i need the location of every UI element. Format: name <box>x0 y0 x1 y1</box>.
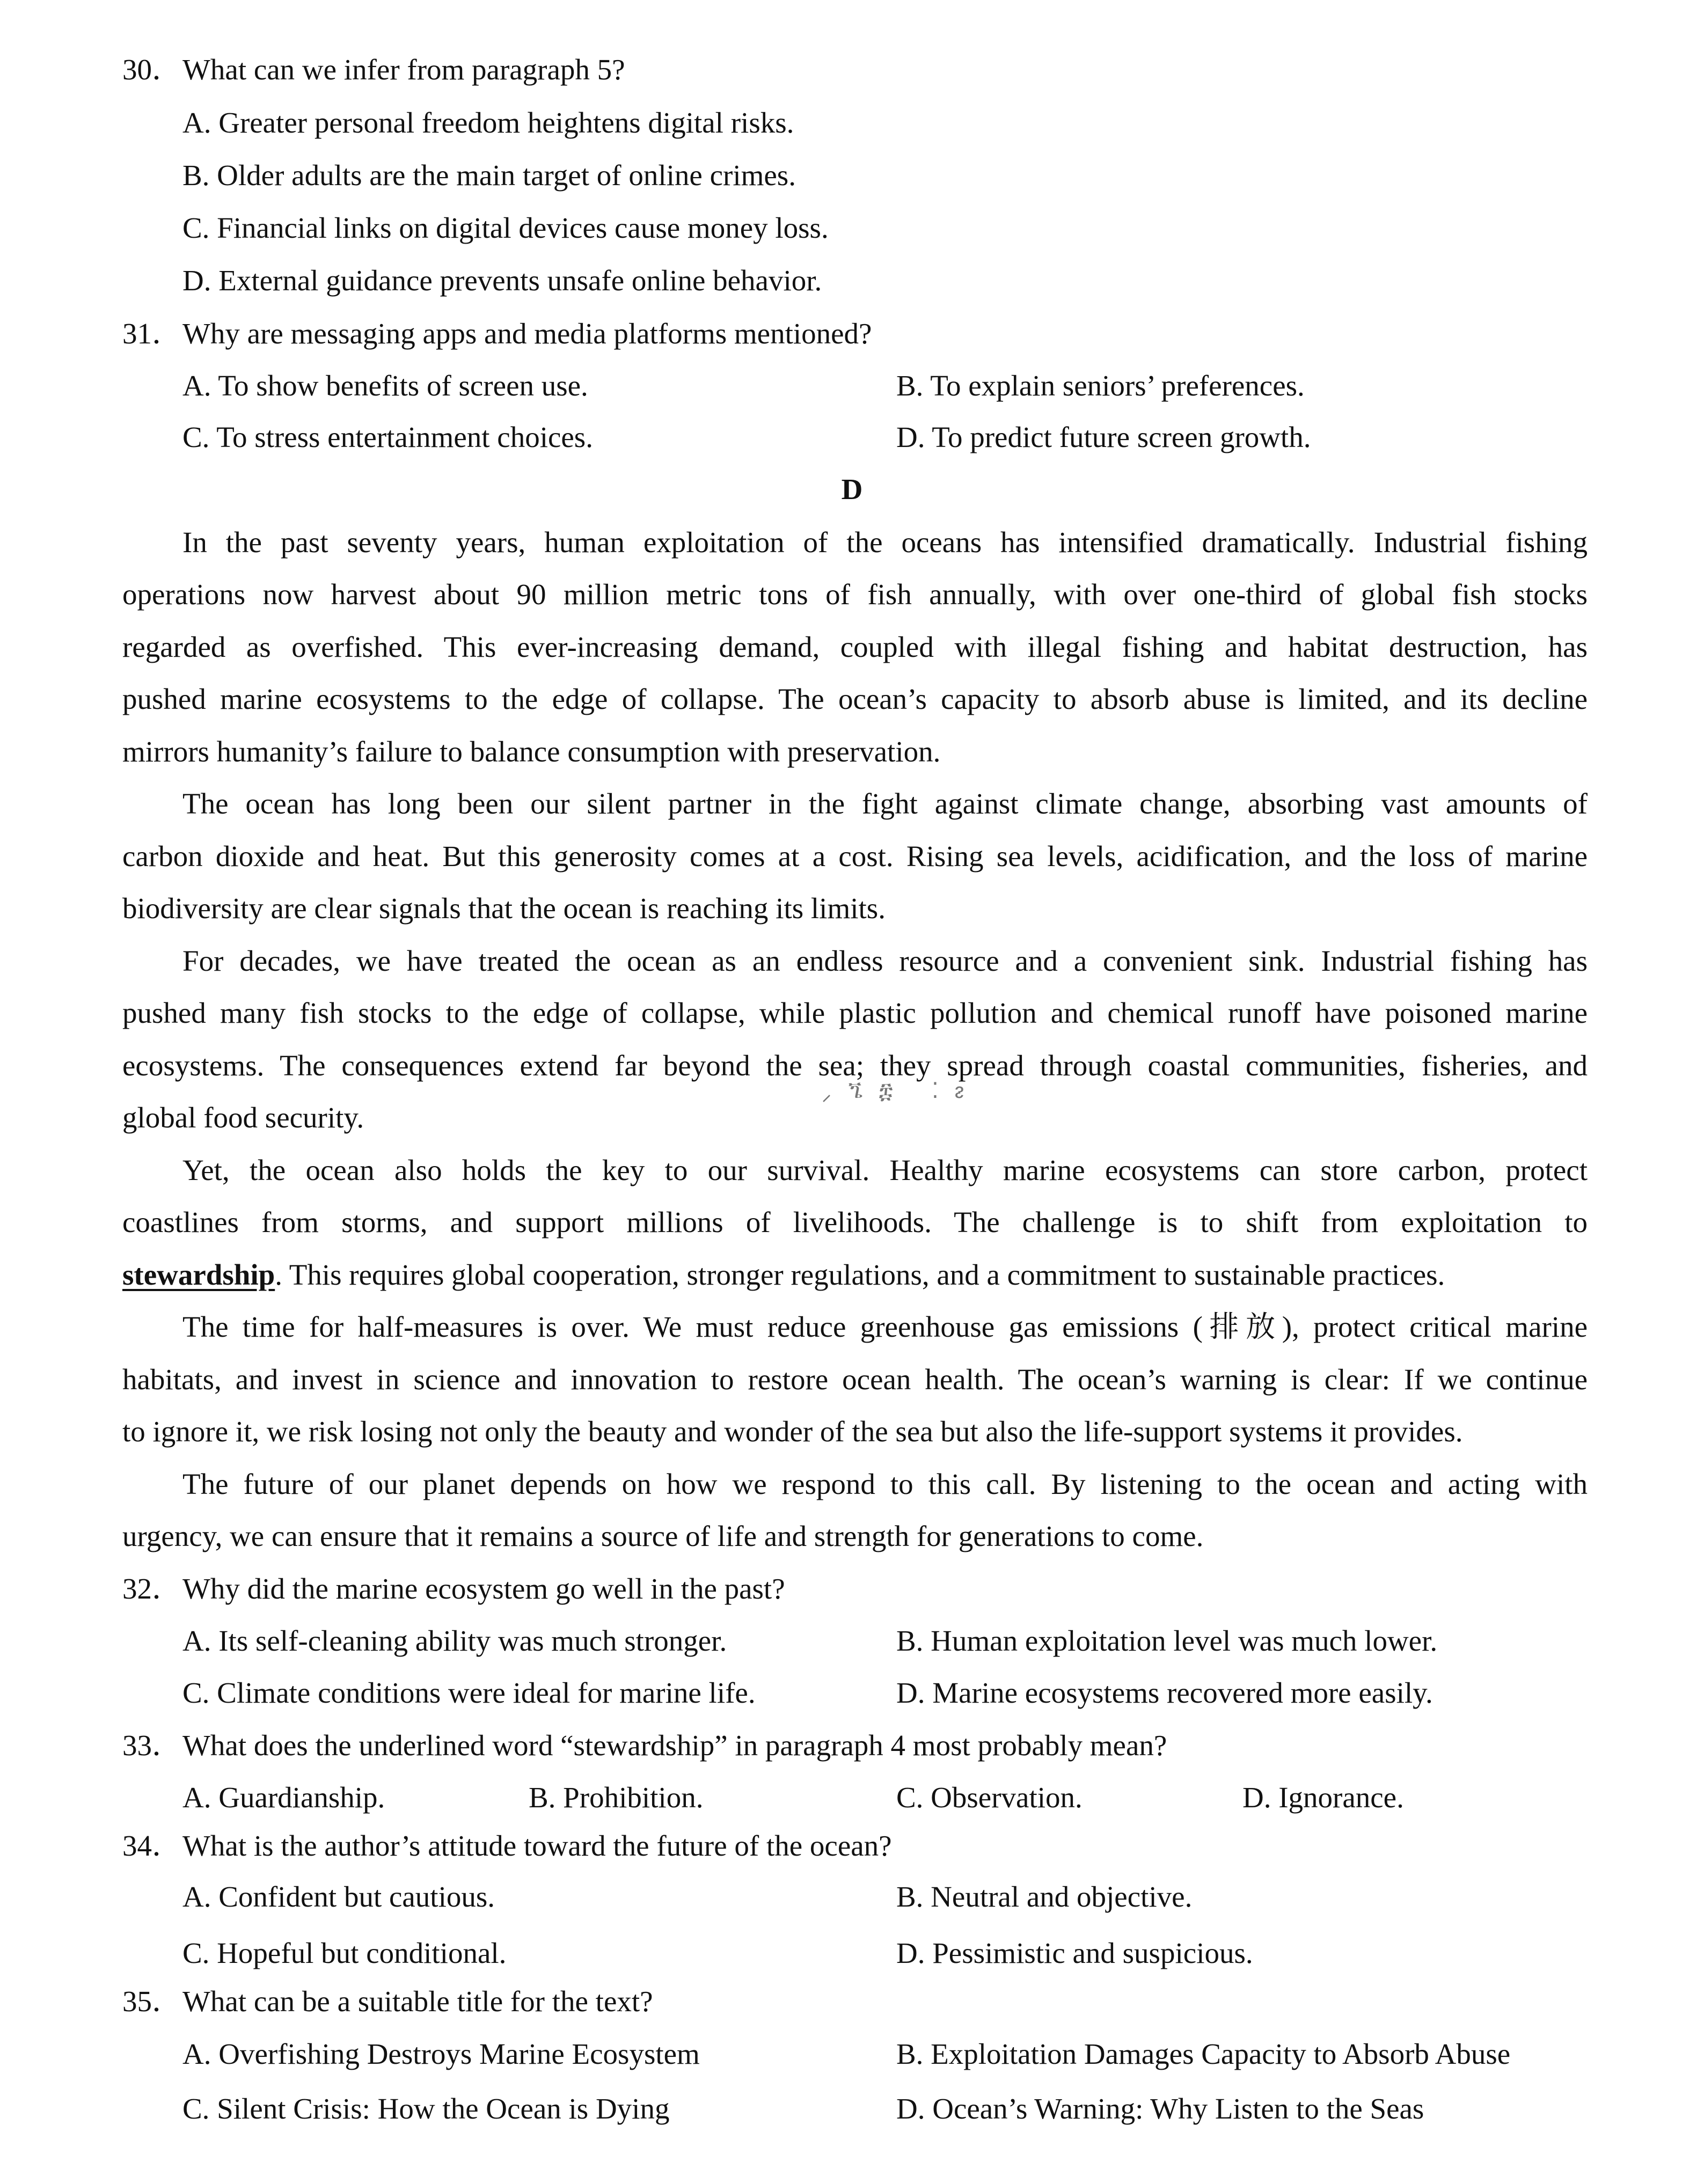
passage-line: carbon dioxide and heat. But this generosity comes at a cost. Rising sea levels, acidification, and the loss of marine <box>122 840 1588 873</box>
question-number: 35． <box>122 1985 182 2018</box>
passage-line-rest: . This requires global cooperation, stronger regulations, and a commitment to sustainable practices. <box>275 1258 1445 1291</box>
question-number: 32． <box>122 1572 182 1605</box>
passage-line: ecosystems. The consequences extend far beyond the sea; they spread through coastal communities, fisheries, and <box>122 1049 1588 1082</box>
question-text: Why are messaging apps and media platforms mentioned? <box>182 317 872 350</box>
passage-line: operations now harvest about 90 million metric tons of fish annually, with over one-third of global fish stocks <box>122 578 1588 611</box>
option-b[interactable]: B. Neutral and objective. <box>896 1880 1193 1913</box>
passage-line: pushed marine ecosystems to the edge of collapse. The ocean’s capacity to absorb abuse is limited, and its decline <box>122 683 1588 715</box>
option-c[interactable]: C. Climate conditions were ideal for marine life. <box>182 1676 756 1709</box>
question-text: What is the author’s attitude toward the future of the ocean? <box>182 1829 892 1862</box>
option-a[interactable]: A. Overfishing Destroys Marine Ecosystem <box>182 2038 700 2070</box>
option-c[interactable]: C. Silent Crisis: How the Ocean is Dying <box>182 2092 670 2125</box>
underlined-keyword: stewardship <box>122 1258 275 1291</box>
option-d[interactable]: D. To predict future screen growth. <box>896 421 1311 453</box>
question-number: 33． <box>122 1729 182 1762</box>
passage-line: global food security. <box>122 1101 364 1134</box>
scan-artifact: ⸝ጜ፰ ⁚ᴤ <box>821 1079 980 1103</box>
option-c[interactable]: C. To stress entertainment choices. <box>182 421 593 453</box>
option-d[interactable]: D. Ocean’s Warning: Why Listen to the Seas <box>896 2092 1424 2125</box>
option-c[interactable]: C. Hopeful but conditional. <box>182 1937 507 1969</box>
question-text: Why did the marine ecosystem go well in the past? <box>182 1572 785 1605</box>
option-d[interactable]: D. Ignorance. <box>1242 1781 1404 1814</box>
passage-line <box>122 1256 1588 1294</box>
question-text: What does the underlined word “stewardship” in paragraph 4 most probably mean? <box>182 1729 1167 1762</box>
question-number: 34． <box>122 1829 182 1862</box>
passage-line: In the past seventy years, human exploitation of the oceans has intensified dramatically. Industrial fishing <box>182 526 1588 559</box>
question-number: 30． <box>122 53 182 86</box>
question-text: What can be a suitable title for the text? <box>182 1985 653 2018</box>
passage-line: regarded as overfished. This ever-increasing demand, coupled with illegal fishing and habitat destruction, has <box>122 631 1588 663</box>
option-d[interactable]: D. Marine ecosystems recovered more easily. <box>896 1676 1433 1709</box>
option-b[interactable]: B. Exploitation Damages Capacity to Absorb Abuse <box>896 2038 1511 2070</box>
option-b[interactable]: B. Prohibition. <box>529 1781 704 1814</box>
option-b[interactable]: B. Human exploitation level was much lower. <box>896 1624 1438 1657</box>
question-number: 31． <box>122 317 182 350</box>
passage-line: mirrors humanity’s failure to balance consumption with preservation. <box>122 735 941 768</box>
passage-line: urgency, we can ensure that it remains a source of life and strength for generations to come. <box>122 1520 1204 1552</box>
option-a[interactable]: A. Guardianship. <box>182 1781 385 1814</box>
passage-line: The ocean has long been our silent partner in the fight against climate change, absorbing vast amounts of <box>182 787 1588 820</box>
option-c[interactable]: C. Observation. <box>896 1781 1083 1814</box>
option-d[interactable]: D. External guidance prevents unsafe online behavior. <box>182 264 822 297</box>
option-b[interactable]: B. To explain seniors’ preferences. <box>896 369 1305 402</box>
option-c[interactable]: C. Financial links on digital devices cause money loss. <box>182 211 829 244</box>
section-label: D <box>841 473 863 505</box>
passage-line: to ignore it, we risk losing not only the beauty and wonder of the sea but also the life-support systems it provides. <box>122 1415 1463 1448</box>
passage-line: The future of our planet depends on how we respond to this call. By listening to the ocean and acting with <box>182 1468 1588 1500</box>
passage-line: The time for half-measures is over. We must reduce greenhouse gas emissions (排放), protect critical marine <box>182 1310 1588 1343</box>
option-a[interactable]: A. Greater personal freedom heightens digital risks. <box>182 106 794 139</box>
option-a[interactable]: A. Confident but cautious. <box>182 1880 495 1913</box>
option-a[interactable]: A. Its self-cleaning ability was much stronger. <box>182 1624 727 1657</box>
option-b[interactable]: B. Older adults are the main target of online crimes. <box>182 159 796 192</box>
option-d[interactable]: D. Pessimistic and suspicious. <box>896 1937 1253 1969</box>
passage-line: pushed many fish stocks to the edge of collapse, while plastic pollution and chemical runoff have poisoned marine <box>122 996 1588 1029</box>
passage-line: For decades, we have treated the ocean as an endless resource and a convenient sink. Industrial fishing has <box>182 944 1588 977</box>
passage-line: Yet, the ocean also holds the key to our survival. Healthy marine ecosystems can store carbon, protect <box>182 1154 1588 1186</box>
passage-line: biodiversity are clear signals that the ocean is reaching its limits. <box>122 892 886 925</box>
passage-line: coastlines from storms, and support millions of livelihoods. The challenge is to shift from exploitation to <box>122 1206 1588 1238</box>
option-a[interactable]: A. To show benefits of screen use. <box>182 369 588 402</box>
passage-line: habitats, and invest in science and innovation to restore ocean health. The ocean’s warning is clear: If we continue <box>122 1363 1588 1396</box>
question-text: What can we infer from paragraph 5? <box>182 53 625 86</box>
